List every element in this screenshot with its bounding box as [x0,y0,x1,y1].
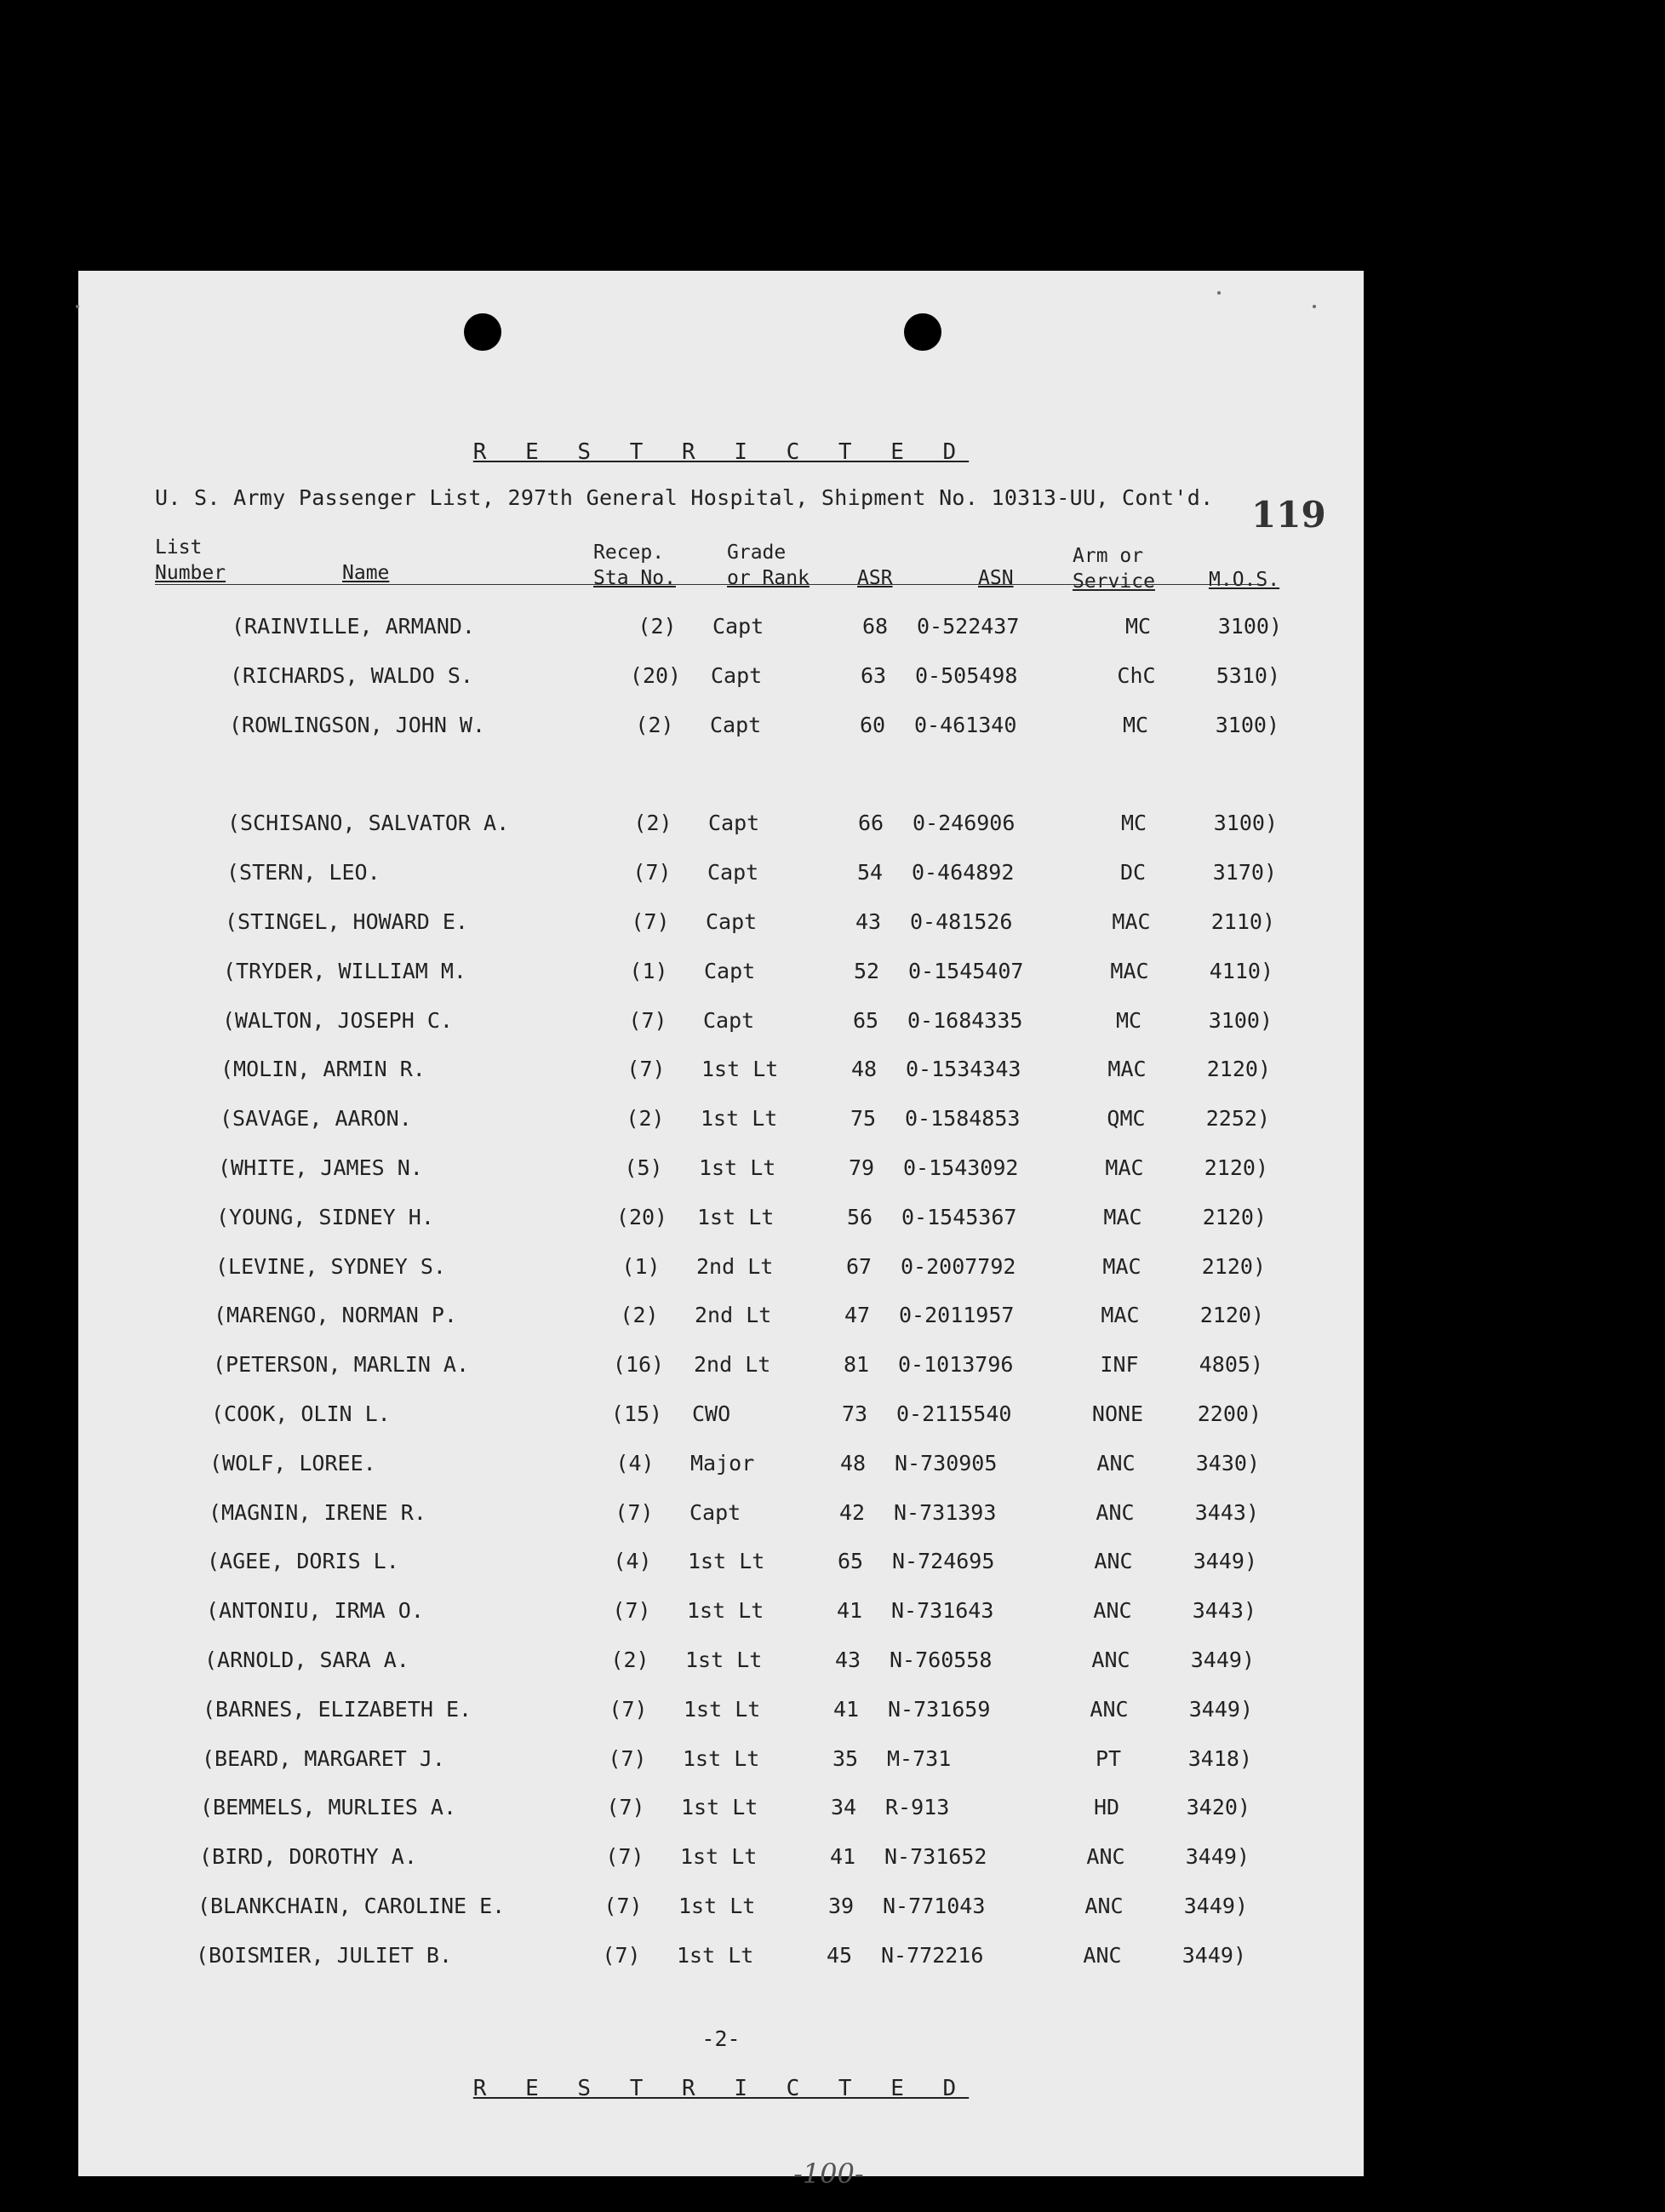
arm-service: MAC [1110,958,1149,983]
table-row [70,959,1355,993]
passenger-name: (BOISMIER, JULIET B. [196,1942,453,1968]
asr-score: 48 [839,1450,867,1476]
army-serial-number: N-724695 [892,1549,995,1574]
arm-service: MAC [1103,1204,1142,1229]
army-serial-number: 0-1584853 [905,1106,1021,1132]
grade-rank: 1st Lt [684,1696,761,1722]
table-row [53,1598,1338,1632]
passenger-name: (PETERSON, MARLIN A. [213,1352,470,1378]
passenger-name: (RICHARDS, WALDO S. [230,662,473,688]
col-header-mos: M.O.S. [1209,569,1280,591]
arm-service: ANC [1091,1648,1130,1672]
army-serial-number: N-772216 [881,1942,984,1968]
mos-code: 2120) [1206,1057,1271,1082]
classification-header: R E S T R I C T E D [472,439,970,465]
mos-code: 3449) [1190,1648,1255,1672]
classification-footer: R E S T R I C T E D [472,2076,970,2101]
asr-score: 45 [826,1942,853,1968]
asr-score: 39 [827,1894,855,1918]
asr-score: 81 [843,1352,870,1378]
passenger-name: (AGEE, DORIS L. [207,1549,399,1574]
grade-rank: 1st Lt [685,1648,763,1672]
table-row [74,811,1359,845]
arm-service: ANC [1086,1844,1125,1870]
army-serial-number: 0-1013796 [898,1352,1014,1378]
mos-code: 3420) [1186,1795,1250,1820]
passenger-name: (ANTONIU, IRMA O. [206,1598,424,1624]
passenger-name: (MOLIN, ARMIN R. [220,1057,426,1082]
asr-score: 73 [841,1401,868,1426]
col-header-grade: Grade or Rank [727,542,810,589]
page-number: -2- [701,2026,741,2051]
reception-station: (7) [615,1499,654,1525]
col-header-recep-sta: Recep. Sta No. [593,542,676,589]
army-serial-number: 0-246906 [913,811,1016,836]
grade-rank: 1st Lt [688,1549,765,1574]
table-row [69,1008,1354,1042]
table-row [60,1352,1345,1386]
grade-rank: 1st Lt [680,1844,758,1870]
grade-rank: 1st Lt [701,1057,779,1082]
grade-rank: Capt [710,712,762,737]
dust-speck [1217,291,1221,295]
mos-code: 2120) [1202,1204,1267,1229]
army-serial-number: 0-481526 [910,909,1013,934]
reception-station: (7) [606,1795,645,1820]
reception-station: (16) [612,1352,665,1378]
col-header-name: Name [342,562,390,584]
arm-service: DC [1119,860,1147,885]
arm-service: MC [1122,712,1149,737]
army-serial-number: R-913 [885,1795,950,1820]
asr-score: 35 [832,1745,859,1771]
arm-service: PT [1095,1745,1122,1771]
army-serial-number: N-730905 [895,1450,998,1476]
reception-station: (7) [631,909,670,934]
table-row [49,1697,1335,1731]
army-serial-number: 0-1545407 [908,958,1024,983]
table-row [43,1943,1328,1977]
grade-rank: 1st Lt [677,1942,754,1968]
grade-rank: 2nd Lt [694,1352,771,1378]
passenger-name: (LEVINE, SYDNEY S. [215,1253,446,1279]
passenger-name: (STERN, LEO. [226,860,380,885]
mos-code: 3449) [1183,1894,1248,1918]
table-row [72,909,1357,943]
grade-rank: 1st Lt [678,1894,756,1918]
asr-score: 41 [832,1696,860,1722]
arm-service: MC [1124,614,1152,639]
asr-score: 34 [830,1795,857,1820]
mos-code: 5310) [1216,662,1280,688]
arm-service: ANC [1094,1549,1133,1574]
grade-rank: 1st Lt [697,1204,775,1229]
asr-score: 43 [855,909,882,934]
mos-code: 2252) [1205,1106,1270,1132]
army-serial-number: 0-1545367 [901,1204,1017,1229]
arm-service: MAC [1101,1303,1140,1328]
table-row [66,1106,1352,1140]
dust-speck [76,305,79,308]
arm-service: ANC [1093,1598,1132,1624]
passenger-name: (MARENGO, NORMAN P. [214,1303,457,1328]
passenger-name: (YOUNG, SIDNEY H. [216,1204,434,1229]
table-row [60,1303,1346,1337]
handwritten-number: -100- [793,2158,864,2190]
reception-station: (7) [608,1745,647,1771]
passenger-name: (STINGEL, HOWARD E. [225,909,468,934]
asr-score: 41 [829,1844,856,1870]
army-serial-number: M-731 [887,1745,952,1771]
mos-code: 2200) [1197,1401,1262,1426]
passenger-name: (BLANKCHAIN, CAROLINE E. [197,1894,506,1918]
mos-code: 3449) [1193,1549,1257,1574]
army-serial-number: 0-1534343 [906,1057,1021,1082]
reception-station: (5) [624,1155,663,1180]
table-row [54,1549,1339,1583]
asr-score: 63 [860,662,887,688]
table-row [73,860,1359,894]
army-serial-number: 0-1684335 [907,1007,1023,1033]
punch-hole-right [904,313,941,351]
asr-score: 48 [850,1057,878,1082]
table-row [77,663,1362,697]
dust-speck [1313,305,1316,308]
reception-station: (7) [604,1894,643,1918]
mos-code: 3100) [1217,614,1282,639]
table-row [67,1057,1353,1091]
reception-station: (7) [632,860,672,885]
army-serial-number: 0-2011957 [899,1303,1015,1328]
reception-station: (2) [610,1648,649,1672]
document-title: U. S. Army Passenger List, 297th General Hospital, Shipment No. 10313-UU, Cont'd. [155,485,1214,510]
army-serial-number: 0-505498 [915,662,1018,688]
passenger-name: (WALTON, JOSEPH C. [222,1007,453,1033]
grade-rank: 1st Lt [687,1598,764,1624]
passenger-name: (SAVAGE, AARON. [220,1106,412,1132]
header-rule [155,584,1266,585]
grade-rank: Capt [708,811,760,836]
arm-service: ChC [1117,662,1156,688]
arm-service: ANC [1096,1450,1136,1476]
army-serial-number: N-731659 [888,1696,991,1722]
grade-rank: 2nd Lt [696,1253,774,1279]
mos-code: 3449) [1182,1942,1246,1968]
grade-rank: 1st Lt [699,1155,776,1180]
passenger-name: (WOLF, LOREE. [209,1450,376,1476]
grade-rank: Capt [689,1499,741,1525]
punch-hole-left [464,313,501,351]
grade-rank: CWO [692,1401,731,1426]
arm-service: MAC [1112,909,1151,934]
asr-score: 60 [859,712,886,737]
mos-code: 3418) [1187,1745,1252,1771]
passenger-name: (MAGNIN, IRENE R. [209,1499,426,1525]
passenger-name: (RAINVILLE, ARMAND. [232,614,475,639]
army-serial-number: 0-522437 [917,614,1020,639]
passenger-name: (BIRD, DOROTHY A. [199,1844,417,1870]
army-serial-number: N-731652 [884,1844,987,1870]
passenger-name: (BEARD, MARGARET J. [202,1745,445,1771]
mos-code: 3443) [1194,1499,1259,1525]
passenger-name: (BARNES, ELIZABETH E. [203,1696,472,1722]
asr-score: 67 [845,1253,873,1279]
mos-code: 3430) [1195,1450,1260,1476]
reception-station: (7) [602,1942,641,1968]
arm-service: NONE [1091,1401,1144,1426]
arm-service: MC [1115,1007,1142,1033]
col-header-list-number: List Number [155,536,226,584]
asr-score: 56 [846,1204,873,1229]
grade-rank: 1st Lt [681,1795,758,1820]
grade-rank: Capt [703,1007,755,1033]
asr-score: 43 [834,1648,861,1672]
table-row [55,1500,1341,1534]
army-serial-number: 0-461340 [914,712,1017,737]
grade-rank: 2nd Lt [695,1303,772,1328]
table-row [78,614,1364,648]
reception-station: (7) [605,1844,644,1870]
document-page [78,271,1364,2190]
reception-station: (2) [620,1303,659,1328]
reception-station: (4) [613,1549,652,1574]
mos-code: 3443) [1192,1598,1256,1624]
reception-station: (1) [621,1253,661,1279]
mos-code: 2120) [1201,1253,1266,1279]
reception-station: (7) [628,1007,667,1033]
arm-service: MAC [1105,1155,1144,1180]
asr-score: 79 [848,1155,875,1180]
mos-code: 3170) [1212,860,1277,885]
table-row [46,1844,1331,1878]
reception-station: (7) [627,1057,666,1082]
arm-service: MAC [1107,1057,1147,1082]
army-serial-number: 0-2007792 [901,1253,1016,1279]
asr-score: 66 [857,811,884,836]
table-row [44,1894,1330,1928]
asr-score: 65 [837,1549,864,1574]
army-serial-number: 0-2115540 [896,1401,1012,1426]
table-row [76,713,1361,747]
reception-station: (7) [609,1696,648,1722]
passenger-name: (WHITE, JAMES N. [218,1155,423,1180]
passenger-name: (ROWLINGSON, JOHN W. [229,712,486,737]
grade-rank: Major [690,1450,755,1476]
grade-rank: 1st Lt [683,1745,760,1771]
asr-score: 75 [850,1106,877,1132]
reception-station: (2) [638,614,677,639]
grade-rank: 1st Lt [701,1106,778,1132]
arm-service: MC [1120,811,1147,836]
reception-station: (4) [615,1450,655,1476]
reception-station: (2) [626,1106,665,1132]
army-serial-number: N-771043 [883,1894,986,1918]
reception-station: (2) [633,811,672,836]
col-header-asn: ASN [978,567,1014,589]
page-stamp: 119 [1251,494,1326,536]
table-row [63,1205,1348,1239]
reception-station: (1) [629,958,668,983]
table-row [49,1746,1334,1780]
mos-code: 4805) [1199,1352,1263,1378]
reception-station: (2) [635,712,674,737]
army-serial-number: N-731643 [891,1598,994,1624]
asr-score: 65 [852,1007,879,1033]
grade-rank: Capt [704,958,756,983]
asr-score: 47 [844,1303,871,1328]
mos-code: 3449) [1188,1696,1253,1722]
mos-code: 2120) [1199,1303,1264,1328]
grade-rank: Capt [707,860,759,885]
table-row [56,1451,1342,1485]
arm-service: INF [1100,1352,1139,1378]
passenger-name: (TRYDER, WILLIAM M. [223,958,466,983]
arm-service: HD [1093,1795,1120,1820]
grade-rank: Capt [712,614,764,639]
asr-score: 52 [853,958,880,983]
army-serial-number: 0-1543092 [903,1155,1019,1180]
mos-code: 4110) [1209,958,1273,983]
table-row [58,1401,1343,1436]
asr-score: 54 [856,860,884,885]
reception-station: (15) [610,1401,663,1426]
mos-code: 3100) [1213,811,1278,836]
mos-code: 2120) [1204,1155,1268,1180]
table-row [65,1155,1350,1189]
asr-score: 68 [861,614,889,639]
col-header-arm-service: Arm or Service [1073,545,1155,593]
reception-station: (20) [615,1204,668,1229]
table-row [51,1648,1336,1682]
mos-code: 3100) [1215,712,1279,737]
arm-service: QMC [1107,1106,1146,1132]
arm-service: ANC [1090,1696,1129,1722]
table-row [62,1254,1347,1288]
asr-score: 42 [838,1499,866,1525]
passenger-name: (ARNOLD, SARA A. [204,1648,409,1672]
passenger-name: (COOK, OLIN L. [211,1401,391,1426]
arm-service: ANC [1096,1499,1135,1525]
reception-station: (7) [612,1598,651,1624]
arm-service: ANC [1083,1942,1122,1968]
col-header-asr: ASR [857,567,893,589]
passenger-name: (BEMMELS, MURLIES A. [200,1795,457,1820]
arm-service: ANC [1084,1894,1124,1918]
arm-service: MAC [1102,1253,1141,1279]
grade-rank: Capt [711,662,763,688]
grade-rank: Capt [706,909,758,934]
mos-code: 3449) [1185,1844,1250,1870]
reception-station: (20) [629,662,682,688]
mos-code: 2110) [1210,909,1275,934]
mos-code: 3100) [1208,1007,1273,1033]
table-row [47,1795,1332,1829]
army-serial-number: 0-464892 [912,860,1015,885]
army-serial-number: N-731393 [894,1499,997,1525]
army-serial-number: N-760558 [890,1648,993,1672]
passenger-name: (SCHISANO, SALVATOR A. [227,811,510,836]
asr-score: 41 [836,1598,863,1624]
